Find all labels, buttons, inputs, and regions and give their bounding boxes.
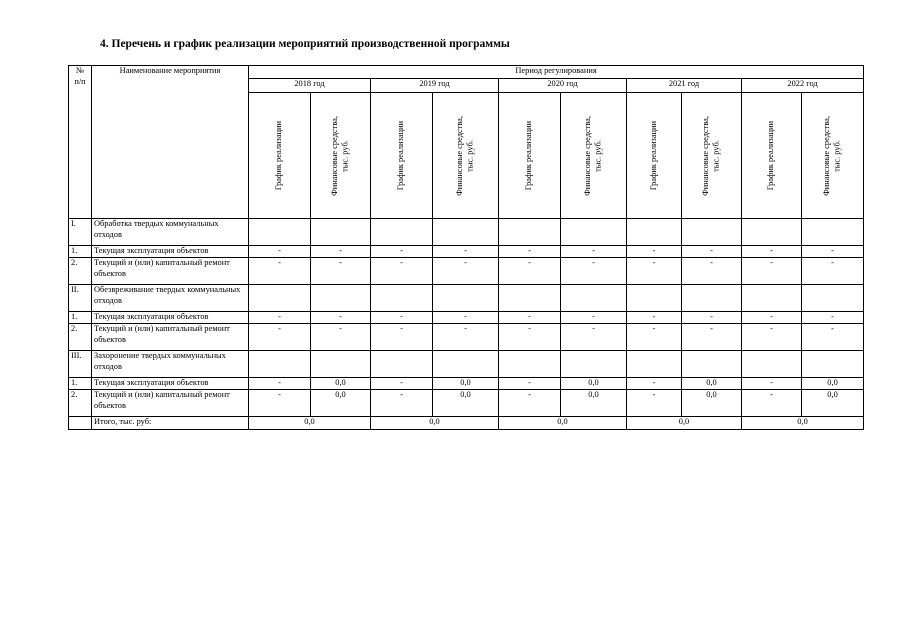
schedule-cell (371, 351, 433, 378)
schedule-cell: - (249, 324, 311, 351)
period-header: Период регулирования (249, 66, 864, 79)
finance-cell: - (311, 324, 371, 351)
schedule-cell (627, 219, 682, 246)
schedule-cell: - (249, 312, 311, 324)
row-number: I. (69, 219, 92, 246)
schedule-cell: - (742, 258, 802, 285)
finance-cell: 0,0 (802, 378, 864, 390)
schedule-cell (499, 285, 561, 312)
finance-cell: - (802, 246, 864, 258)
finance-cell: - (561, 324, 627, 351)
num-header: № п/п (69, 66, 92, 219)
row-name: Обработка твердых коммунальных отходов (92, 219, 249, 246)
finance-cell: - (802, 312, 864, 324)
schedule-subheader: График реализации (371, 93, 433, 219)
schedule-cell: - (742, 312, 802, 324)
schedule-cell (249, 285, 311, 312)
finance-cell: - (682, 258, 742, 285)
schedule-subheader: График реализации (627, 93, 682, 219)
total-value: 0,0 (627, 417, 742, 430)
finance-cell: - (682, 312, 742, 324)
finance-cell (802, 285, 864, 312)
finance-cell (433, 285, 499, 312)
schedule-cell: - (249, 246, 311, 258)
finance-cell: - (561, 312, 627, 324)
total-label: Итого, тыс. руб: (92, 417, 249, 430)
row-number: 1. (69, 246, 92, 258)
row-name: Текущая эксплуатация объектов (92, 312, 249, 324)
finance-cell: - (802, 258, 864, 285)
table-row (69, 324, 864, 351)
finance-cell (682, 219, 742, 246)
table-row (69, 390, 864, 417)
schedule-subheader: График реализации (249, 93, 311, 219)
finance-subheader: Финансовые средства, тыс. руб. (682, 93, 742, 219)
schedule-cell: - (742, 390, 802, 417)
schedule-cell (499, 219, 561, 246)
year-header: 2020 год (499, 79, 627, 93)
program-table (68, 65, 864, 430)
finance-cell (561, 219, 627, 246)
schedule-cell (742, 219, 802, 246)
finance-cell: - (561, 258, 627, 285)
finance-cell: - (433, 246, 499, 258)
schedule-cell: - (499, 246, 561, 258)
finance-cell (433, 219, 499, 246)
page-title: 4. Перечень и график реализации мероприятий производственной программы (100, 38, 510, 50)
finance-cell: - (433, 258, 499, 285)
row-name: Текущая эксплуатация объектов (92, 378, 249, 390)
finance-cell: - (433, 312, 499, 324)
year-header: 2022 год (742, 79, 864, 93)
schedule-cell: - (371, 312, 433, 324)
finance-cell: 0,0 (682, 378, 742, 390)
row-number: II. (69, 285, 92, 312)
total-value: 0,0 (249, 417, 371, 430)
finance-cell: 0,0 (561, 378, 627, 390)
finance-cell (433, 351, 499, 378)
schedule-cell: - (371, 324, 433, 351)
row-name: Текущий и (или) капитальный ремонт объектов (92, 390, 249, 417)
finance-cell: - (311, 312, 371, 324)
finance-subheader: Финансовые средства, тыс. руб. (433, 93, 499, 219)
schedule-cell (371, 285, 433, 312)
schedule-cell: - (499, 390, 561, 417)
row-name: Захоронение твердых коммунальных отходов (92, 351, 249, 378)
finance-cell: 0,0 (802, 390, 864, 417)
schedule-cell (499, 351, 561, 378)
finance-cell: - (311, 246, 371, 258)
row-number: III. (69, 351, 92, 378)
finance-cell: - (311, 258, 371, 285)
total-num-cell (69, 417, 92, 430)
schedule-cell: - (371, 378, 433, 390)
schedule-cell (742, 351, 802, 378)
row-number: 2. (69, 258, 92, 285)
finance-cell: - (682, 324, 742, 351)
table-row (69, 246, 864, 258)
finance-cell (311, 219, 371, 246)
schedule-cell: - (371, 258, 433, 285)
schedule-cell: - (499, 258, 561, 285)
row-number: 1. (69, 378, 92, 390)
row-name: Обезвреживание твердых коммунальных отходов (92, 285, 249, 312)
name-header: Наименование мероприятия (92, 66, 249, 219)
finance-cell (561, 285, 627, 312)
total-value: 0,0 (742, 417, 864, 430)
finance-cell (802, 351, 864, 378)
section-row (69, 219, 864, 246)
row-name: Текущая эксплуатация объектов (92, 246, 249, 258)
table-row (69, 378, 864, 390)
row-name: Текущий и (или) капитальный ремонт объектов (92, 258, 249, 285)
row-number: 2. (69, 390, 92, 417)
finance-subheader: Финансовые средства, тыс. руб. (311, 93, 371, 219)
schedule-cell (742, 285, 802, 312)
finance-cell: 0,0 (433, 378, 499, 390)
schedule-cell (627, 351, 682, 378)
schedule-cell: - (627, 324, 682, 351)
finance-cell (802, 219, 864, 246)
schedule-cell: - (627, 258, 682, 285)
finance-subheader: Финансовые средства, тыс. руб. (802, 93, 864, 219)
finance-cell (682, 285, 742, 312)
schedule-cell (249, 351, 311, 378)
schedule-cell (249, 219, 311, 246)
row-number: 2. (69, 324, 92, 351)
row-name: Текущий и (или) капитальный ремонт объектов (92, 324, 249, 351)
finance-cell (682, 351, 742, 378)
total-value: 0,0 (499, 417, 627, 430)
finance-cell: 0,0 (311, 390, 371, 417)
year-header: 2021 год (627, 79, 742, 93)
section-row (69, 351, 864, 378)
schedule-cell: - (627, 246, 682, 258)
schedule-cell (371, 219, 433, 246)
finance-cell: - (682, 246, 742, 258)
year-header: 2019 год (371, 79, 499, 93)
schedule-cell: - (499, 312, 561, 324)
finance-cell: - (802, 324, 864, 351)
schedule-cell: - (499, 324, 561, 351)
finance-cell: - (433, 324, 499, 351)
row-number: 1. (69, 312, 92, 324)
schedule-cell: - (249, 258, 311, 285)
finance-cell: 0,0 (682, 390, 742, 417)
schedule-cell: - (371, 390, 433, 417)
finance-cell (311, 285, 371, 312)
schedule-cell: - (499, 378, 561, 390)
schedule-subheader: График реализации (499, 93, 561, 219)
finance-cell: 0,0 (561, 390, 627, 417)
finance-cell (561, 351, 627, 378)
schedule-cell: - (627, 378, 682, 390)
schedule-cell: - (742, 246, 802, 258)
schedule-cell: - (249, 390, 311, 417)
section-row (69, 285, 864, 312)
schedule-cell (627, 285, 682, 312)
schedule-cell: - (371, 246, 433, 258)
schedule-cell: - (742, 378, 802, 390)
schedule-cell: - (627, 390, 682, 417)
finance-subheader: Финансовые средства, тыс. руб. (561, 93, 627, 219)
table-row (69, 312, 864, 324)
schedule-cell: - (742, 324, 802, 351)
finance-cell: 0,0 (433, 390, 499, 417)
finance-cell (311, 351, 371, 378)
finance-cell: 0,0 (311, 378, 371, 390)
finance-cell: - (561, 246, 627, 258)
schedule-subheader: График реализации (742, 93, 802, 219)
total-row (69, 417, 864, 430)
table-row (69, 258, 864, 285)
schedule-cell: - (249, 378, 311, 390)
total-value: 0,0 (371, 417, 499, 430)
year-header: 2018 год (249, 79, 371, 93)
schedule-cell: - (627, 312, 682, 324)
